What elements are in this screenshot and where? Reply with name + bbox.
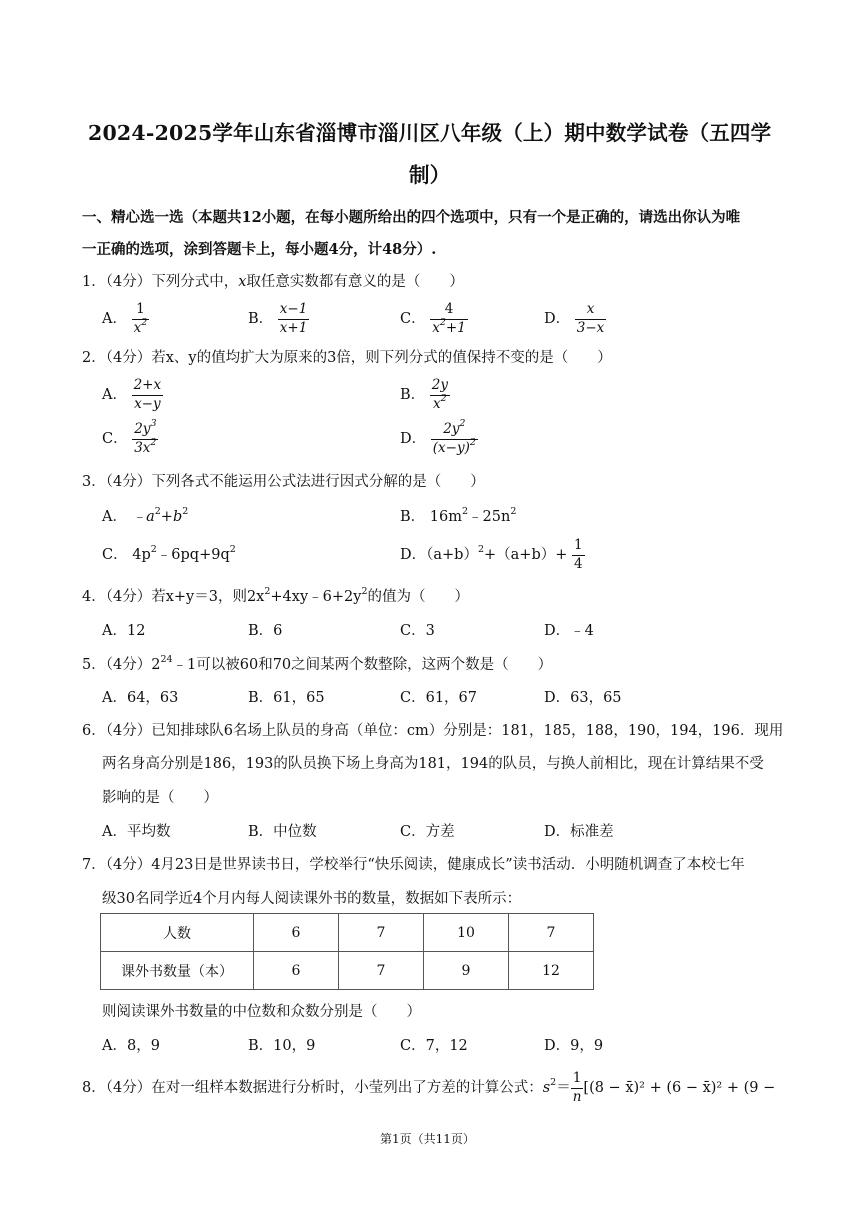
table-row [101,952,594,990]
reading-data-table [100,913,594,990]
table-cell: 7 [339,952,424,990]
question-5-option-a: A．64，63 [102,690,179,706]
page-footer: 第1页（共11页） [380,1132,475,1146]
question-6-option-d: D．标准差 [544,824,614,840]
question-4-option-c: C．3 [400,623,435,639]
question-3-option-d: D．$(a+b)^2+(a+b)+$ $\frac{1}{4}$ [400,537,583,572]
question-2-option-c: C． $\frac{2y^3}{3x^2}$ [102,418,157,456]
question-4-option-a: A．12 [102,623,146,639]
question-6-stem-line2: 两名身高分别是186，193的队员换下场上身高为181，194的队员，与换人前相比，现在计算结果不受 [102,756,764,772]
page-title-continued: 制） [409,163,451,187]
question-6-stem: 6．（4分）已知排球队6名场上队员的身高（单位：cm）分别是：181，185，188，190，194，196．现用 [82,723,784,739]
question-8-stem: 8．（4分）在对一组样本数据进行分析时，小莹列出了方差的计算公式：$s^2=$ $\frac{1}{n}$ [(8 − x̄)² + (6 − x̄)² + (9 − [82,1070,776,1105]
question-1-option-b: B． $\frac{x-1}{x+1}$ [248,301,308,336]
table-cell: 人数 [101,914,254,952]
question-5-option-d: D．63，65 [544,690,622,706]
question-2-option-b: B． $\frac{2y}{x^2}$ [400,377,448,412]
question-1-option-c: C． $\frac{4}{x^2+1}$ [400,301,466,336]
question-7-option-b: B．10，9 [248,1038,316,1054]
question-4-option-d: D．﹣4 [544,623,594,639]
question-2-stem: 2．（4分）若x、y的值均扩大为原来的3倍，则下列分式的值保持不变的是（ ） [82,350,612,366]
question-4-option-b: B．6 [248,623,283,639]
question-6-option-c: C．方差 [400,824,455,840]
question-3-stem: 3．（4分）下列各式不能运用公式法进行因式分解的是（ ） [82,474,485,490]
question-6-stem-line3: 影响的是（ ） [102,790,218,806]
question-7-stem-line3: 则阅读课外书数量的中位数和众数分别是（ ） [102,1004,421,1020]
question-1-stem: 1．（4分）下列分式中，x取任意实数都有意义的是（ ） [82,274,464,290]
question-6-option-b: B．中位数 [248,824,317,840]
table-row [101,914,594,952]
page-title: 2024-2025学年山东省淄博市淄川区八年级（上）期中数学试卷（五四学 [88,121,772,145]
question-5-option-b: B．61，65 [248,690,325,706]
question-3-option-b: B． $16m^2﹣25n^2$ [400,506,517,525]
table-cell: 7 [509,914,594,952]
question-6-option-a: A．平均数 [102,824,171,840]
question-7-option-c: C．7，12 [400,1038,468,1054]
question-5-option-c: C．61，67 [400,690,477,706]
question-7-stem-line2: 级30名同学近4个月内每人阅读课外书的数量，数据如下表所示： [102,891,522,907]
table-cell: 课外书数量（本） [101,952,254,990]
table-cell: 9 [424,952,509,990]
table-cell: 6 [254,914,339,952]
table-cell: 7 [339,914,424,952]
question-2-option-d: D． $\frac{2y^2}{(x-y)^2}$ [400,418,476,456]
question-2-option-a: A． $\frac{2+x}{x-y}$ [102,377,162,412]
question-7-option-d: D．9，9 [544,1038,604,1054]
question-7-stem: 7．（4分）4月23日是世界读书日，学校举行“快乐阅读，健康成长”读书活动．小明随机调查了本校七年 [82,857,745,873]
table-cell: 12 [509,952,594,990]
question-5-stem: 5．（4分）$2^{24}﹣1$可以被60和70之间某两个数整除，这两个数是（ ） [82,654,553,673]
table-cell: 6 [254,952,339,990]
table-cell: 10 [424,914,509,952]
question-3-option-c: C． $4p^2﹣6pq+9q^2$ [102,544,236,563]
question-7-option-a: A．8，9 [102,1038,160,1054]
question-1-option-a: A． $\frac{1}{x^2}$ [102,301,148,336]
question-1-option-d: D． $\frac{x}{3-x}$ [544,301,605,336]
section-heading: 一、精心选一选（本题共12小题，在每小题所给出的四个选项中，只有一个是正确的，请选出你认为唯 [82,209,741,226]
section-heading-continued: 一正确的选项，涂到答题卡上，每小题4分，计48分）. [82,241,437,258]
question-4-stem: 4．（4分）若x+y＝3，则$2x^2+4xy﹣6+2y^2$的值为（ ） [82,586,469,605]
question-3-option-a: A． $﹣a^2+b^2$ [102,506,189,525]
